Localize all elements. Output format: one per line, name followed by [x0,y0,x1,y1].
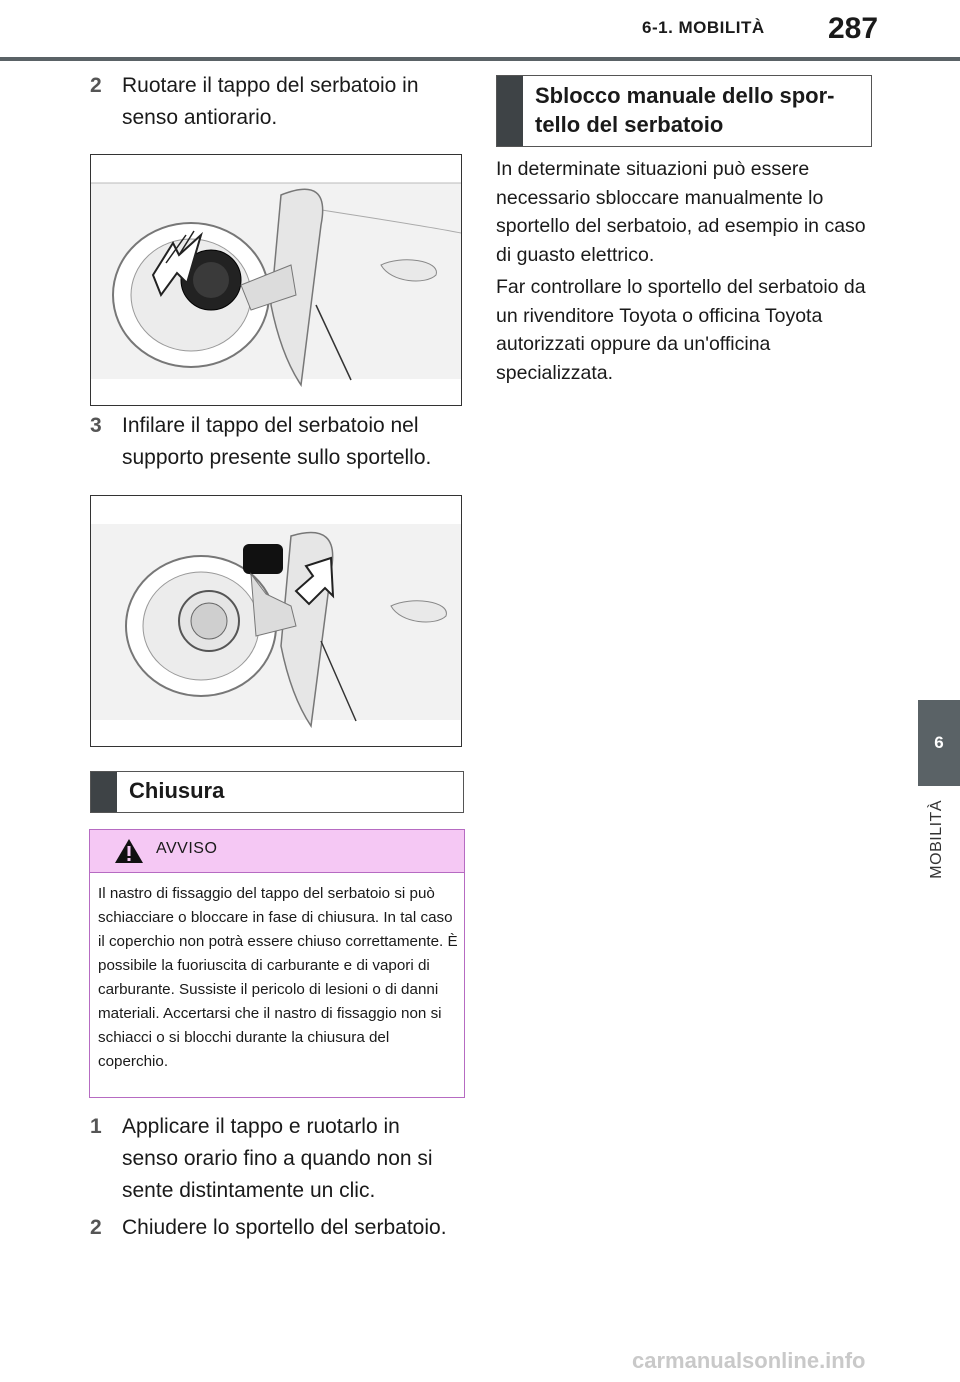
heading-bar [91,772,117,812]
heading-text-line2: tello del serbatoio [535,112,724,137]
step-text: Ruotare il tappo del serbatoio in senso antiorario. [122,74,419,129]
step-item [90,410,470,474]
step-item [90,1111,470,1207]
step-number: 2 [90,74,102,97]
watermark: carmanualsonline.info [632,1348,866,1373]
step-number: 2 [90,1216,102,1239]
chapter-number: 6 [934,733,944,752]
section-heading-manual-release [496,75,872,147]
page-number: 287 [828,12,879,45]
step-number: 3 [90,414,102,437]
heading-text: Chiusura [129,778,225,803]
heading-bar [497,76,523,146]
chapter-tab[interactable] [918,700,960,786]
step-item [90,70,470,134]
section-title: 6-1. MOBILITÀ [642,18,765,37]
paragraph: Far controllare lo sportello del serbatoio da un rivenditore Toyota o officina Toyota autorizzati oppure da un'officina specializzata. [496,276,866,384]
step-item [90,1212,470,1244]
warning-text: Il nastro di fissaggio del tappo del serbatoio si può schiacciare o bloccare in fase di chiusura. In tal caso il coperchio non potrà essere chiuso correttamente. È possibile la fuoriuscita di carburante e di vapori di carburante. Sussiste il pericolo di lesioni o di danni materiali. Accertarsi che il nastro di fissaggio non si schiacci o si blocchi durante la chiusura del coperchio. [98,885,458,1070]
step-text: Applicare il tappo e ruotarlo in senso orario fino a quando non si sente distintamente un clic. [122,1115,433,1202]
warning-label: AVVISO [156,840,218,857]
step-text: Infilare il tappo del serbatoio nel supporto presente sullo sportello. [122,414,432,469]
step-text: Chiudere lo sportello del serbatoio. [122,1216,447,1239]
fuel-door-open-illustration [91,155,461,405]
section-heading-closing [90,771,464,813]
figure-cap-removal [90,154,462,406]
heading-text-line1: Sblocco manuale dello spor- [535,83,835,108]
warning-header [90,830,464,873]
figure-cap-holder [90,495,462,747]
step-number: 1 [90,1115,102,1138]
warning-box [89,829,465,1098]
warning-triangle-icon [114,838,144,864]
cap-in-holder-illustration [91,496,461,746]
chapter-label: MOBILITÀ [928,800,945,879]
header-rule [0,57,960,61]
chapter-label-wrap [928,800,946,910]
paragraph: In determinate situazioni può essere necessario sbloccare manualmente lo sportello del serbatoio, ad esempio in caso di guasto elettrico. [496,158,866,266]
